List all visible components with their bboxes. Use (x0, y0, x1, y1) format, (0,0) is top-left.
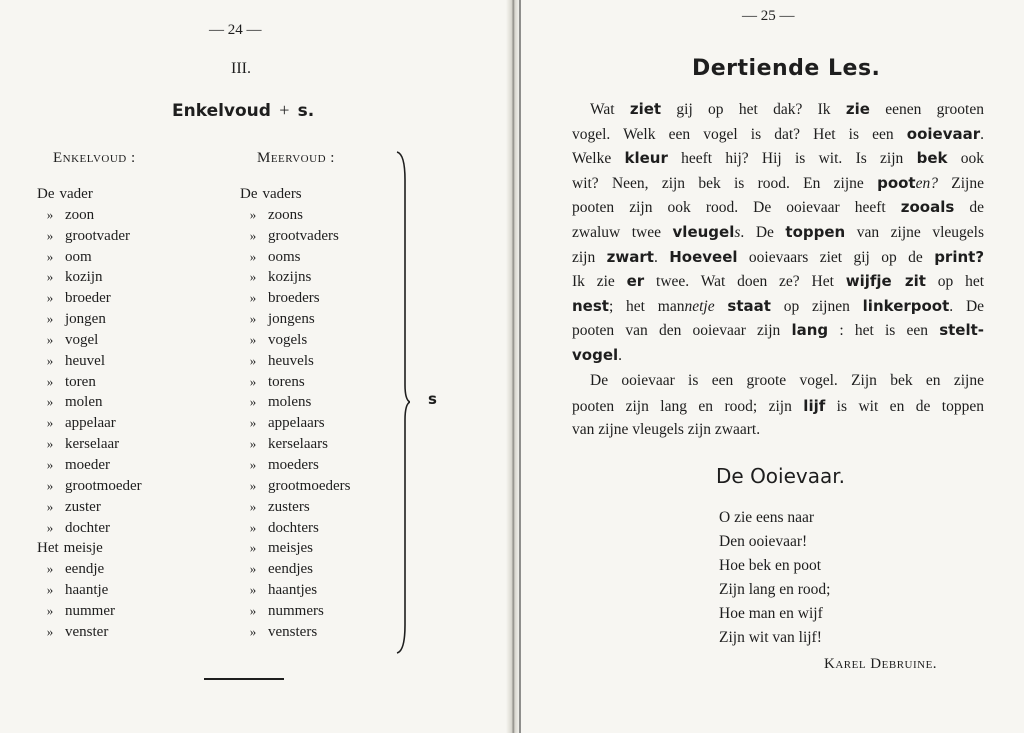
plural-word: nummers (268, 602, 324, 619)
bold-term: staat (727, 296, 771, 315)
ditto-mark: » (46, 602, 54, 618)
singular-row (37, 455, 142, 476)
text-run: de (954, 199, 984, 217)
singular-row (37, 518, 142, 539)
heading-enkelvoud: Enkelvoud (172, 101, 271, 121)
singular-word: haantje (65, 582, 109, 599)
ditto-mark: » (249, 498, 257, 514)
text-line (572, 318, 984, 343)
plural-word: kerselaars (268, 436, 328, 453)
text-run: s (734, 223, 741, 241)
singular-word: venster (65, 623, 109, 640)
singular-word: appelaar (65, 415, 116, 432)
ditto-mark: » (46, 456, 54, 472)
text-line (572, 269, 984, 294)
singular-row (37, 372, 142, 393)
bold-term: print? (934, 247, 985, 266)
plural-word: vensters (268, 623, 318, 640)
text-run (715, 298, 728, 315)
singular-word: vader (59, 186, 93, 202)
plural-word: ooms (268, 248, 301, 265)
singular-word: heuvel (65, 352, 105, 369)
bold-term: Hoeveel (669, 247, 738, 266)
ditto-mark: » (249, 331, 257, 347)
singular-word: eendje (65, 561, 105, 578)
bold-term: toppen (785, 222, 846, 241)
singular-word: grootmoeder (65, 477, 142, 494)
poem-title: De Ooievaar. (716, 464, 845, 488)
plural-word: haantjes (268, 582, 318, 599)
plural-word: vogels (268, 331, 308, 348)
singular-row (37, 184, 142, 205)
text-run: is wit en de toppen (825, 397, 984, 415)
singular-word: oom (65, 248, 92, 265)
singular-row (37, 413, 142, 434)
ditto-mark: » (249, 373, 257, 389)
singular-row (37, 559, 142, 580)
text-line (572, 171, 984, 196)
bold-term: nest (572, 296, 609, 315)
ditto-mark: » (249, 394, 257, 410)
heading-plus: + (279, 100, 290, 120)
ditto-mark: » (46, 269, 54, 285)
bottom-rule (204, 678, 284, 680)
right-page (512, 0, 1024, 733)
article: De (37, 186, 55, 202)
ditto-mark: » (46, 311, 54, 327)
plural-row (240, 372, 350, 393)
singular-word: kerselaar (65, 436, 120, 453)
text-run: op het (925, 273, 985, 291)
singular-word: jongen (65, 311, 106, 328)
singular-column-header: Enkelvoud : (53, 150, 136, 166)
text-run: zwaluw twee (572, 223, 673, 241)
plural-row (240, 288, 350, 309)
singular-word: grootvader (65, 227, 130, 244)
plural-word: grootmoeders (268, 477, 351, 494)
ditto-mark: » (249, 269, 257, 285)
poem-line: Den ooievaar! (719, 533, 808, 551)
text-run: . (618, 346, 623, 364)
poem-line: Hoe man en wijf (719, 605, 823, 623)
plural-row (240, 392, 350, 413)
ditto-mark: » (249, 290, 257, 306)
plural-row (240, 226, 350, 247)
singular-word: vogel (65, 331, 99, 348)
plural-word: heuvels (268, 352, 314, 369)
text-line (572, 146, 984, 171)
ditto-mark: » (46, 436, 54, 452)
ditto-mark: » (46, 582, 54, 598)
singular-word: broeder (65, 290, 111, 307)
text-run: ook (947, 150, 984, 168)
poem-line: O zie eens naar (719, 509, 815, 526)
text-run: en? (915, 174, 938, 192)
bold-term: ooievaar (906, 124, 981, 143)
text-run: Wat (590, 101, 630, 118)
text-run: Ik zie (572, 273, 627, 291)
text-run: pooten van den ooievaar zijn (572, 322, 792, 340)
plural-word: torens (268, 373, 305, 390)
text-run: . (980, 125, 984, 143)
singular-word: toren (65, 373, 96, 390)
text-run: ooievaars ziet gij op de (737, 248, 935, 266)
bold-term: ziet (629, 100, 662, 118)
ditto-mark: » (46, 248, 54, 264)
plural-row (240, 580, 350, 601)
singular-word: zoon (65, 206, 95, 223)
plural-word: zoons (268, 206, 303, 223)
ditto-mark: » (249, 415, 257, 431)
singular-word: meisje (63, 540, 103, 557)
singular-row (37, 309, 142, 330)
plural-row (240, 267, 350, 288)
plural-row (240, 184, 350, 205)
right-brace (396, 150, 410, 655)
text-run: van zijne vleugels (845, 223, 984, 241)
ditto-mark: » (46, 373, 54, 389)
plural-row (240, 413, 350, 434)
bold-term: vleugel (672, 222, 735, 241)
text-line (572, 394, 984, 419)
text-run: Zijne (938, 174, 984, 192)
singular-word: moeder (65, 456, 110, 473)
poem-line: Hoe bek en poot (719, 557, 822, 575)
lesson-title: Dertiende Les. (692, 56, 881, 81)
ditto-mark: » (46, 477, 54, 493)
bold-term: poot (877, 173, 916, 192)
singular-word: molen (65, 394, 103, 411)
text-line (572, 418, 984, 443)
plural-row (240, 538, 350, 559)
ditto-mark: » (249, 602, 257, 618)
singular-row (37, 205, 142, 226)
poem-author: Karel Debruine. (824, 656, 938, 672)
ditto-mark: » (46, 394, 54, 410)
text-run: op zijnen (770, 297, 863, 315)
plural-word-list (240, 184, 350, 643)
ditto-mark: » (249, 456, 257, 472)
plural-word: broeders (268, 290, 320, 307)
plural-row (240, 247, 350, 268)
text-run: vogel. Welk een vogel is dat? Het is een (572, 125, 907, 143)
plural-row (240, 330, 350, 351)
article: Het (37, 540, 59, 557)
brace-label: s (428, 390, 437, 408)
text-run: pooten zijn ook rood. De ooievaar heeft (572, 199, 901, 217)
plural-word: eendjes (268, 561, 313, 578)
text-run: eenen grooten (869, 101, 984, 118)
plural-word: molens (268, 394, 312, 411)
ditto-mark: » (249, 206, 257, 222)
singular-row (37, 434, 142, 455)
lesson-paragraph-1 (572, 97, 984, 368)
bold-term: bek (916, 149, 948, 168)
singular-row (37, 601, 142, 622)
singular-row (37, 226, 142, 247)
poem-line: Zijn lang en rood; (719, 581, 831, 599)
ditto-mark: » (249, 311, 257, 327)
plural-word: jongens (268, 311, 315, 328)
singular-word: kozijn (65, 269, 103, 286)
ditto-mark: » (249, 436, 257, 452)
ditto-mark: » (249, 582, 257, 598)
ditto-mark: » (249, 519, 257, 535)
text-line (572, 343, 984, 368)
plural-row (240, 455, 350, 476)
section-heading (172, 100, 314, 121)
ditto-mark: » (249, 561, 257, 577)
plural-row (240, 351, 350, 372)
ditto-mark: » (249, 248, 257, 264)
text-run: heeft hij? Hij is wit. Is zijn (667, 150, 917, 168)
bold-term: zooals (900, 198, 955, 217)
plural-word: moeders (268, 456, 319, 473)
text-run: De ooievaar is een groote vogel. Zijn bek en zijne (590, 372, 984, 389)
bold-term: er (626, 272, 645, 291)
bold-term: stelt- (939, 321, 985, 340)
plural-row (240, 601, 350, 622)
plural-row (240, 518, 350, 539)
ditto-mark: » (46, 331, 54, 347)
ditto-mark: » (46, 227, 54, 243)
text-run: : het is een (828, 322, 940, 340)
ditto-mark: » (249, 352, 257, 368)
bold-term: zie (845, 100, 870, 118)
text-line (572, 220, 984, 245)
ditto-mark: » (249, 227, 257, 243)
text-line (572, 122, 984, 147)
text-run: . De (740, 223, 786, 241)
singular-word: dochter (65, 519, 110, 536)
singular-row (37, 330, 142, 351)
singular-row (37, 538, 142, 559)
plural-word: meisjes (268, 540, 313, 557)
ditto-mark: » (46, 290, 54, 306)
page-number-right: — 25 — (742, 8, 795, 24)
plural-row (240, 309, 350, 330)
bold-term: lijf (803, 396, 826, 415)
plural-row (240, 559, 350, 580)
bold-term: kleur (624, 149, 668, 168)
ditto-mark: » (249, 540, 257, 556)
heading-s: s. (297, 101, 315, 121)
text-run: zijn (572, 248, 607, 266)
bold-term: wijfje zit (845, 272, 926, 291)
singular-row (37, 351, 142, 372)
singular-word: zuster (65, 498, 101, 515)
plural-column-header: Meervoud : (257, 150, 335, 166)
bold-term: lang (791, 321, 829, 340)
text-run: netje (684, 297, 715, 315)
text-run: wit? Neen, zijn bek is rood. En zijne (572, 174, 878, 192)
plural-word: kozijns (268, 269, 312, 286)
text-line (572, 195, 984, 220)
text-line (572, 245, 984, 270)
singular-row (37, 392, 142, 413)
ditto-mark: » (46, 561, 54, 577)
text-run: pooten zijn lang en rood; zijn (572, 397, 804, 415)
bold-term: linkerpoot (862, 296, 950, 315)
singular-row (37, 580, 142, 601)
plural-row (240, 622, 350, 643)
singular-word-list (37, 184, 142, 643)
singular-row (37, 497, 142, 518)
text-run: ; het man (608, 297, 685, 315)
text-line (572, 369, 984, 394)
singular-row (37, 267, 142, 288)
text-run: twee. Wat doen ze? Het (644, 273, 846, 291)
poem (719, 506, 831, 651)
page-number-left: — 24 — (209, 22, 262, 38)
singular-row (37, 476, 142, 497)
plural-row (240, 497, 350, 518)
lesson-paragraph-2 (572, 369, 984, 443)
plural-row (240, 205, 350, 226)
text-line (572, 97, 984, 122)
ditto-mark: » (249, 477, 257, 493)
section-number: III. (231, 60, 251, 77)
ditto-mark: » (46, 519, 54, 535)
article: De (240, 186, 258, 202)
plural-word: grootvaders (268, 227, 339, 244)
text-run: van zijne vleugels zijn zwaart. (572, 421, 761, 439)
plural-word: zusters (268, 498, 310, 515)
plural-word: dochters (268, 519, 319, 536)
poem-line: Zijn wit van lijf! (719, 629, 822, 647)
plural-row (240, 476, 350, 497)
text-run: . De (949, 297, 985, 315)
plural-row (240, 434, 350, 455)
text-line (572, 294, 984, 319)
plural-word: appelaars (268, 415, 325, 432)
ditto-mark: » (46, 206, 54, 222)
singular-word: nummer (65, 602, 115, 619)
singular-row (37, 622, 142, 643)
bold-term: vogel (572, 345, 619, 364)
bold-term: zwart (606, 247, 654, 266)
ditto-mark: » (46, 498, 54, 514)
ditto-mark: » (46, 623, 54, 639)
ditto-mark: » (46, 352, 54, 368)
singular-row (37, 288, 142, 309)
singular-row (37, 247, 142, 268)
text-run: . (653, 248, 670, 266)
text-run: gij op het dak? Ik (661, 101, 846, 118)
plural-word: vaders (262, 186, 302, 202)
text-run: Welke (572, 150, 625, 168)
ditto-mark: » (249, 623, 257, 639)
ditto-mark: » (46, 415, 54, 431)
